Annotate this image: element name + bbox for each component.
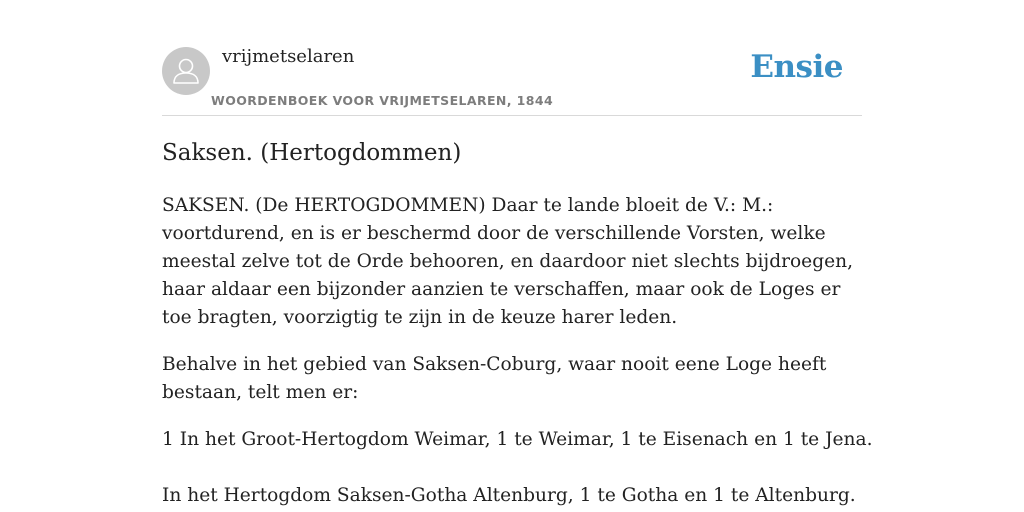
article-line: In het Hertogdom Saksen-Gotha Altenburg, 1 te Gotha en 1 te Altenburg.	[162, 485, 856, 506]
article-paragraph: SAKSEN. (De HERTOGDOMMEN) Daar te lande bloeit de V.: M.: voortdurend, en is er beschermd door de verschillende Vorsten, welke meestal zelve tot de Orde behooren, en daardoor niet slechts bijdroegen, haar aldaar een bijzonder aanzien te verschaffen, maar ook de Loges er toe bragten, voorzigtig te zijn in de keuze harer leden.	[162, 195, 853, 328]
header	[162, 0, 862, 116]
source-label[interactable]: WOORDENBOEK VOOR VRIJMETSELAREN, 1844	[211, 93, 554, 108]
author-name-link[interactable]: vrijmetselaren	[222, 46, 355, 67]
brand-logo-link[interactable]: Ensie	[750, 49, 843, 85]
author-avatar[interactable]	[162, 47, 210, 95]
page	[162, 0, 873, 512]
article-paragraph: Behalve in het gebied van Saksen-Coburg, waar nooit eene Loge heeft bestaan, telt men er:	[162, 354, 827, 403]
article-line: 1 In het Groot-Hertogdom Weimar, 1 te Weimar, 1 te Eisenach en 1 te Jena.	[162, 429, 873, 450]
article-title: Saksen. (Hertogdommen)	[162, 140, 462, 166]
user-silhouette-icon	[162, 47, 210, 95]
article-body	[162, 192, 873, 512]
